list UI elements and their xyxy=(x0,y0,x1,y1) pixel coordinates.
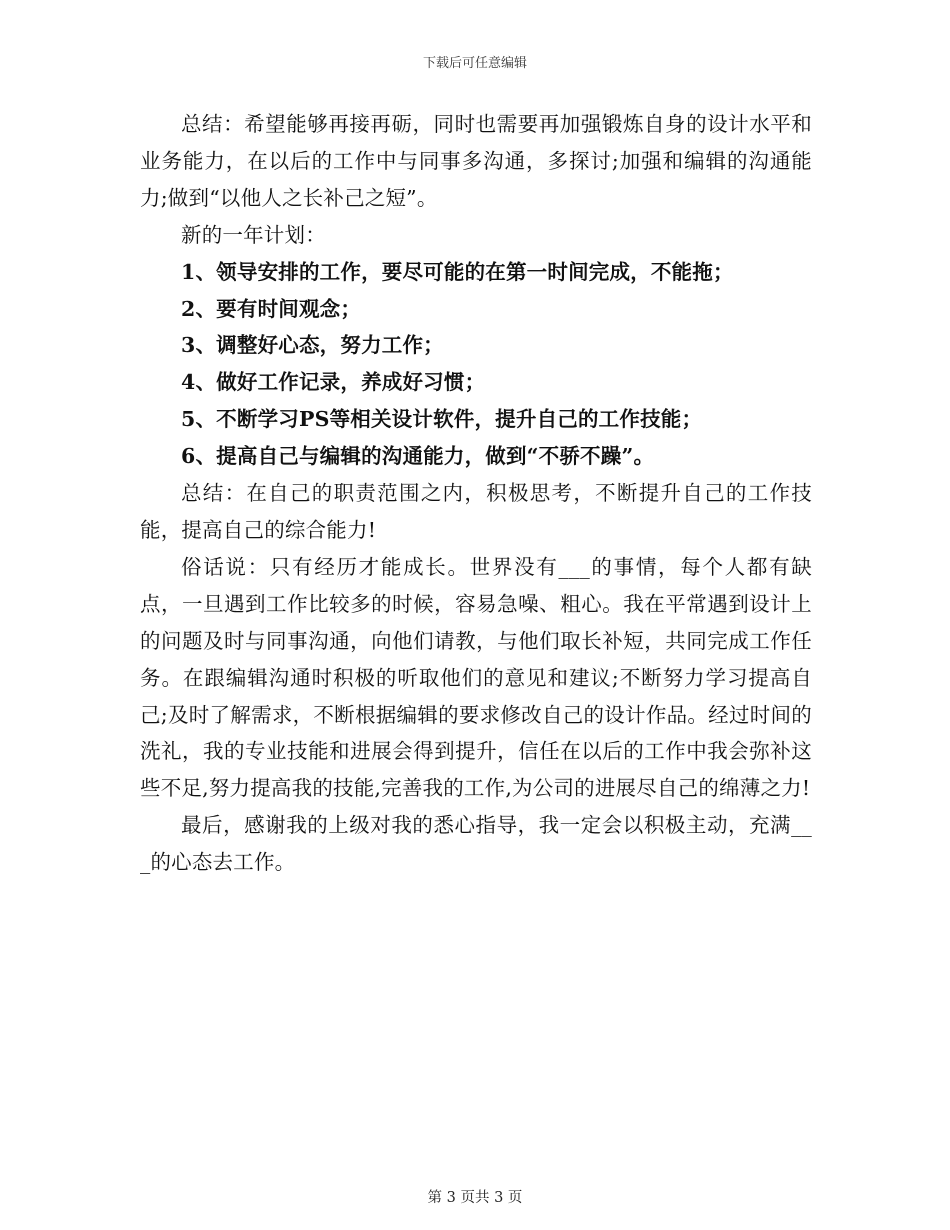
page-number: 第 3 页共 3 页 xyxy=(427,1190,523,1206)
plan-item-5: 5、不断学习PS等相关设计软件，提升自己的工作技能； xyxy=(181,407,703,432)
plan-item-2: 2、要有时间观念； xyxy=(181,296,362,321)
document-body xyxy=(140,106,812,881)
closing-paragraph: 最后，感谢我的上级对我的悉心指导，我一定会以积极主动，充满___的心态去工作。 xyxy=(140,813,812,875)
plan-item-4: 4、做好工作记录，养成好习惯； xyxy=(181,370,486,395)
page-header: 下载后可任意编辑 xyxy=(422,56,527,71)
plan-item-1: 1、领导安排的工作，要尽可能的在第一时间完成，不能拖； xyxy=(181,259,734,284)
plan-item-3: 3、调整好心态，努力工作； xyxy=(181,333,444,358)
plan-item-6: 6、提高自己与编辑的沟通能力，做到“不骄不躁”。 xyxy=(181,444,655,469)
summary-paragraph-2: 总结：在自己的职责范围之内，积极思考，不断提升自己的工作技能，提高自己的综合能力! xyxy=(140,481,812,542)
saying-paragraph: 俗话说：只有经历才能成长。世界没有___的事情，每个人都有缺点，一旦遇到工作比较多的时候，容易急噪、粗心。我在平常遇到设计上的问题及时与同事沟通，向他们请教，与他们取长补短，共同完成工作任务。在跟编辑沟通时积极的听取他们的意见和建议;不断努力学习提高自己;及时了解需求，不断根据编辑的要求修改自己的设计作品。经过时间的洗礼，我的专业技能和进展会得到提升，信任在以后的工作中我会弥补这些不足,努力提高我的技能,完善我的工作,为公司的进展尽自己的绵薄之力! xyxy=(140,554,812,801)
plan-title: 新的一年计划： xyxy=(181,222,326,247)
summary-paragraph-1: 总结：希望能够再接再砺，同时也需要再加强锻炼自身的设计水平和业务能力，在以后的工作中与同事多沟通，多探讨;加强和编辑的沟通能力;做到“以他人之长补己之短”。 xyxy=(140,112,812,210)
